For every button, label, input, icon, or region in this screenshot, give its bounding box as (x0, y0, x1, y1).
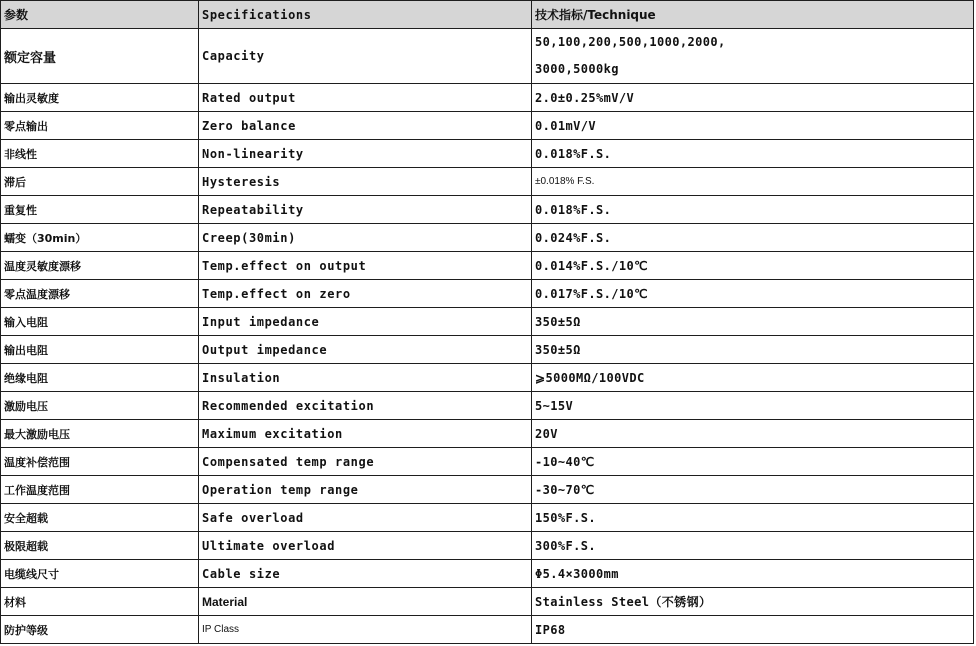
table-row (1, 616, 974, 644)
param-cell: 绝缘电阻 (1, 364, 199, 392)
header-spec: Specifications (199, 1, 532, 29)
table-row (1, 168, 974, 196)
param-cell: 零点输出 (1, 112, 199, 140)
value-cell: 150%F.S. (532, 504, 974, 532)
param-cell: 极限超载 (1, 532, 199, 560)
table-row (1, 392, 974, 420)
table-row (1, 364, 974, 392)
spec-cell: Ultimate overload (199, 532, 532, 560)
spec-cell: Safe overload (199, 504, 532, 532)
param-cell: 最大激励电压 (1, 420, 199, 448)
value-cell: IP68 (532, 616, 974, 644)
header-param: 参数 (1, 1, 199, 29)
spec-cell: Non-linearity (199, 140, 532, 168)
value-cell: -30~70℃ (532, 476, 974, 504)
spec-cell: Creep(30min) (199, 224, 532, 252)
table-row (1, 336, 974, 364)
value-cell: 350±5Ω (532, 308, 974, 336)
param-cell: 非线性 (1, 140, 199, 168)
value-cell: 5~15V (532, 392, 974, 420)
value-cell: 0.017%F.S./10℃ (532, 280, 974, 308)
param-cell: 滞后 (1, 168, 199, 196)
spec-cell: Recommended excitation (199, 392, 532, 420)
spec-cell: Input impedance (199, 308, 532, 336)
param-cell: 输入电阻 (1, 308, 199, 336)
param-cell: 工作温度范围 (1, 476, 199, 504)
spec-cell: Temp.effect on output (199, 252, 532, 280)
capacity-values-line1: 50,100,200,500,1000,2000, (535, 35, 726, 49)
table-row (1, 308, 974, 336)
table-row (1, 476, 974, 504)
param-cell: 零点温度漂移 (1, 280, 199, 308)
spec-cell: Zero balance (199, 112, 532, 140)
value-cell: -10~40℃ (532, 448, 974, 476)
table-row (1, 280, 974, 308)
table-row (1, 140, 974, 168)
table-row (1, 504, 974, 532)
table-row-capacity (1, 29, 974, 84)
table-row (1, 448, 974, 476)
header-row (1, 1, 974, 29)
table-row (1, 196, 974, 224)
value-cell: Φ5.4×3000mm (532, 560, 974, 588)
capacity-values-line2: 3000,5000kg (535, 62, 619, 76)
spec-cell: Maximum excitation (199, 420, 532, 448)
table-row (1, 84, 974, 112)
table-row (1, 420, 974, 448)
header-tech: 技术指标/Technique (532, 1, 974, 29)
value-cell: 0.018%F.S. (532, 140, 974, 168)
param-cell: 输出灵敏度 (1, 84, 199, 112)
value-cell: 0.01mV/V (532, 112, 974, 140)
param-cell: 电缆线尺寸 (1, 560, 199, 588)
param-cell: 温度灵敏度漂移 (1, 252, 199, 280)
param-cell: 安全超载 (1, 504, 199, 532)
spec-cell: Operation temp range (199, 476, 532, 504)
value-cell: ±0.018% F.S. (532, 168, 974, 196)
value-cell: 2.0±0.25%mV/V (532, 84, 974, 112)
spec-cell: Hysteresis (199, 168, 532, 196)
param-cell: 重复性 (1, 196, 199, 224)
param-cell: 额定容量 (1, 29, 199, 84)
param-cell: 材料 (1, 588, 199, 616)
table-row (1, 588, 974, 616)
spec-cell: Rated output (199, 84, 532, 112)
spec-cell: Cable size (199, 560, 532, 588)
spec-cell: Temp.effect on zero (199, 280, 532, 308)
value-cell (532, 29, 974, 84)
param-cell: 激励电压 (1, 392, 199, 420)
param-cell: 防护等级 (1, 616, 199, 644)
spec-cell: IP Class (199, 616, 532, 644)
param-cell: 温度补偿范围 (1, 448, 199, 476)
value-cell: 20V (532, 420, 974, 448)
value-cell: 0.014%F.S./10℃ (532, 252, 974, 280)
spec-cell: Capacity (199, 29, 532, 84)
table-row (1, 532, 974, 560)
param-cell: 输出电阻 (1, 336, 199, 364)
value-cell: 350±5Ω (532, 336, 974, 364)
spec-cell: Insulation (199, 364, 532, 392)
table-row (1, 112, 974, 140)
value-cell: 0.018%F.S. (532, 196, 974, 224)
table-row (1, 560, 974, 588)
value-cell: ⩾5000MΩ/100VDC (532, 364, 974, 392)
table-row (1, 252, 974, 280)
spec-cell: Compensated temp range (199, 448, 532, 476)
table-row (1, 224, 974, 252)
value-cell: 300%F.S. (532, 532, 974, 560)
spec-cell: Repeatability (199, 196, 532, 224)
spec-cell: Material (199, 588, 532, 616)
param-cell: 蠕变（30min） (1, 224, 199, 252)
spec-cell: Output impedance (199, 336, 532, 364)
value-cell: Stainless Steel（不锈钢） (532, 588, 974, 616)
value-cell: 0.024%F.S. (532, 224, 974, 252)
